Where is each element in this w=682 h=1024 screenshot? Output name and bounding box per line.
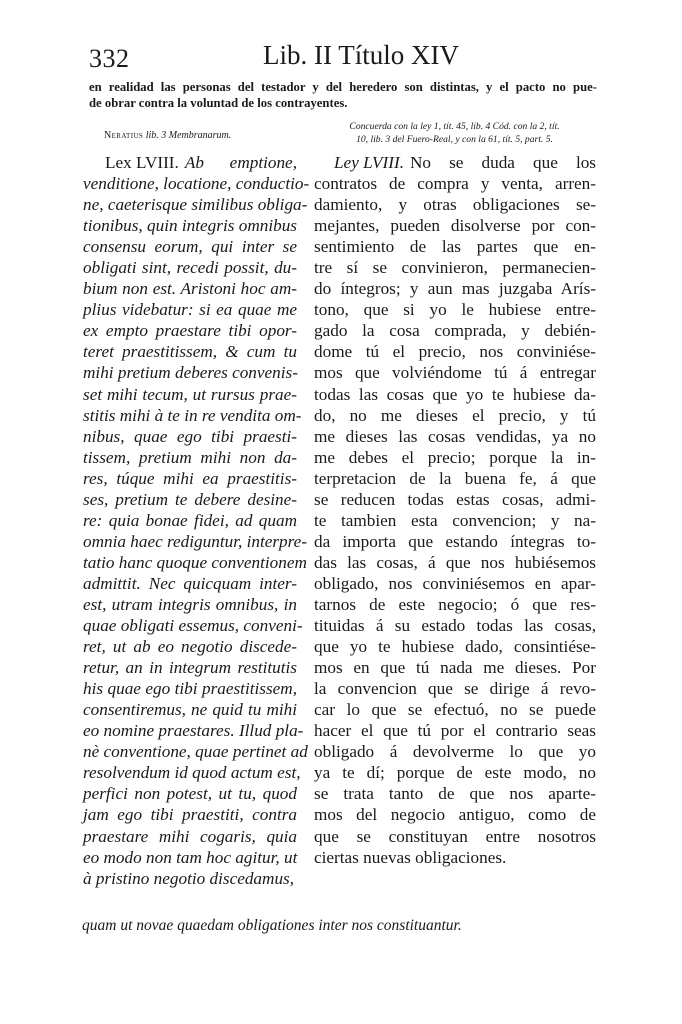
latin-text-column	[83, 152, 310, 889]
text-line: ses, pretium te debere desine-	[83, 489, 297, 509]
text-line: me debes el precio; porque la in-	[314, 447, 596, 467]
text-line: eo modo non tam hoc agitur, ut	[83, 847, 298, 867]
text-line: tono, que si yo le hubiese entre-	[314, 300, 596, 320]
text-line: ciertas nuevas obligaciones.	[314, 847, 507, 867]
text-line: sentimiento de las partes que en-	[314, 237, 596, 257]
text-line: ret, ut ab eo negotio discede-	[83, 637, 297, 657]
text-line: bium non est. Aristoni hoc am-	[83, 279, 297, 299]
continuation-paragraph	[89, 79, 597, 111]
text-line: mos en que tú nada me dieses. Por	[314, 658, 596, 678]
text-line: consentiremus, ne quid tu mihi	[83, 700, 297, 720]
text-line: nè conventione, quae pertinet ad	[83, 742, 308, 762]
text-line: re: quia bonae fidei, ad quam	[83, 510, 297, 530]
text-line: Lex LVIII. Ab emptione,	[105, 153, 297, 172]
text-line: venditione, locatione, conductio-	[83, 174, 310, 194]
text-line: do íntegros; y aun mas juzgaba Arís-	[314, 279, 596, 299]
text-line: resolvendum id quod actum est,	[83, 763, 301, 783]
continuation-line: de obrar contra la voluntad de los contrayentes.	[89, 96, 348, 110]
citation-line: 10, lib. 3 del Fuero-Real, y con la 61, tít. 5, part. 5.	[356, 133, 553, 145]
text-line: tissem, pretium mihi non da-	[83, 447, 297, 467]
text-line: ex empto praestare tibi opor-	[83, 321, 297, 341]
text-line: das las cosas, á que nos hubiésemos	[314, 552, 596, 572]
text-line: à pristino negotio discedamus,	[83, 868, 295, 888]
text-line: admittit. Nec quicquam inter-	[83, 573, 297, 593]
text-line: se trata tanto de que nos aparte-	[314, 784, 596, 804]
text-line: da importa que estando íntegras to-	[314, 531, 596, 551]
text-line: retur, an in integrum restitutis	[83, 658, 297, 678]
text-line: est, utram integris omnibus, in	[83, 594, 297, 614]
text-line: jam ego tibi praestiti, contra	[83, 805, 297, 825]
text-line: ya te dí; porque de este modo, no	[314, 763, 596, 783]
text-line: te tambien esta convencion; y na-	[314, 510, 596, 530]
text-line: consensu eorum, qui inter se	[83, 237, 297, 257]
text-line: eo nomine praestares. Illud pla-	[83, 721, 304, 741]
text-line: nibus, quae ego tibi praesti-	[83, 426, 297, 446]
text-line: tionibus, quin integris omnibus	[83, 216, 297, 236]
text-line: tarnos de este negocio; ó que res-	[314, 594, 596, 614]
text-line: stitis mihi à te in re vendita om-	[83, 405, 302, 425]
text-line: teret praestitissem, & cum tu	[83, 342, 297, 362]
text-line: car lo que se efectuó, no se puede	[314, 700, 596, 720]
text-line: omnia haec rediguntur, interpre-	[83, 531, 308, 551]
text-line: do, no me dieses el precio, y tú	[314, 405, 596, 425]
running-title: Lib. II Título XIV	[263, 40, 459, 70]
text-line: tituidas á su estado todas las cosas,	[314, 616, 596, 636]
text-line: que se constituyan entre nosotros	[314, 826, 596, 846]
text-line: plius videbatur: si ea quae me	[83, 300, 297, 320]
latin-final-line: quam ut novae quaedam obligationes inter nos constituantur.	[82, 917, 462, 934]
text-line: todas las cosas que yo te hubiese da-	[314, 384, 596, 404]
text-line: perfici non potest, ut tu, quod	[83, 784, 297, 804]
citation-line: Concuerda con la ley 1, tít. 45, lib. 4 Cód. con la 2, tít.	[349, 121, 560, 132]
latin-source-citation	[104, 130, 231, 141]
text-line: mos del negocio antiguo, como de	[314, 805, 596, 825]
text-line: contratos de compra y venta, arren-	[314, 174, 596, 194]
text-line: tatio hanc quoque conventionem	[83, 552, 307, 572]
text-line: hacer el que tú por el contrario seas	[314, 721, 596, 741]
text-line: res, túque mihi ea praestitis-	[83, 468, 297, 488]
text-line: terpretacion de la buena fe, á que	[314, 468, 596, 488]
text-line: obligado, nos conviniésemos en apar-	[314, 573, 596, 593]
text-line: se reducen todas estas cosas, admi-	[314, 489, 596, 509]
page-number: 332	[89, 44, 130, 73]
text-line: dome tú el precio, nos conviniése-	[314, 342, 596, 362]
text-line: his quae ego tibi praestitissem,	[83, 679, 297, 699]
continuation-line: en realidad las personas del testador y del heredero son distintas, y el pacto no pue-	[89, 80, 597, 94]
text-line: Ley LVIII. No se duda que los	[334, 153, 596, 172]
text-line: que yo te hubiese dado, consintiése-	[314, 637, 596, 657]
text-line: set mihi tecum, ut rursus prae-	[83, 384, 297, 404]
text-line: obligado á devolverme lo que yo	[314, 742, 596, 762]
text-line: damiento, y otras obligaciones se-	[314, 195, 596, 215]
text-line: gado la cosa comprada, y debién-	[314, 321, 596, 341]
text-line: obligati sint, recedi possit, du-	[83, 258, 297, 278]
text-line: la convencion que se dirige á revo-	[314, 679, 596, 699]
concordance-citation	[312, 121, 597, 146]
text-line: quae obligati essemus, conveni-	[83, 616, 303, 636]
text-line: tre sí se convinieron, permanecien-	[314, 258, 596, 278]
citation-work: lib. 3 Membranarum.	[145, 130, 232, 141]
text-line: ne, caeterisque similibus obliga-	[83, 195, 308, 215]
text-line: mejantes, pueden disolverse por con-	[314, 216, 596, 236]
text-line: mos que volviéndome tú á entregar	[314, 363, 596, 383]
text-line: praestare mihi cogaris, quia	[83, 826, 297, 846]
text-line: mihi pretium deberes convenis-	[83, 363, 298, 383]
spanish-translation-column	[314, 152, 596, 868]
citation-author: Neratius	[104, 130, 144, 141]
text-line: me dieses las cosas vendidas, ya no	[314, 426, 596, 446]
